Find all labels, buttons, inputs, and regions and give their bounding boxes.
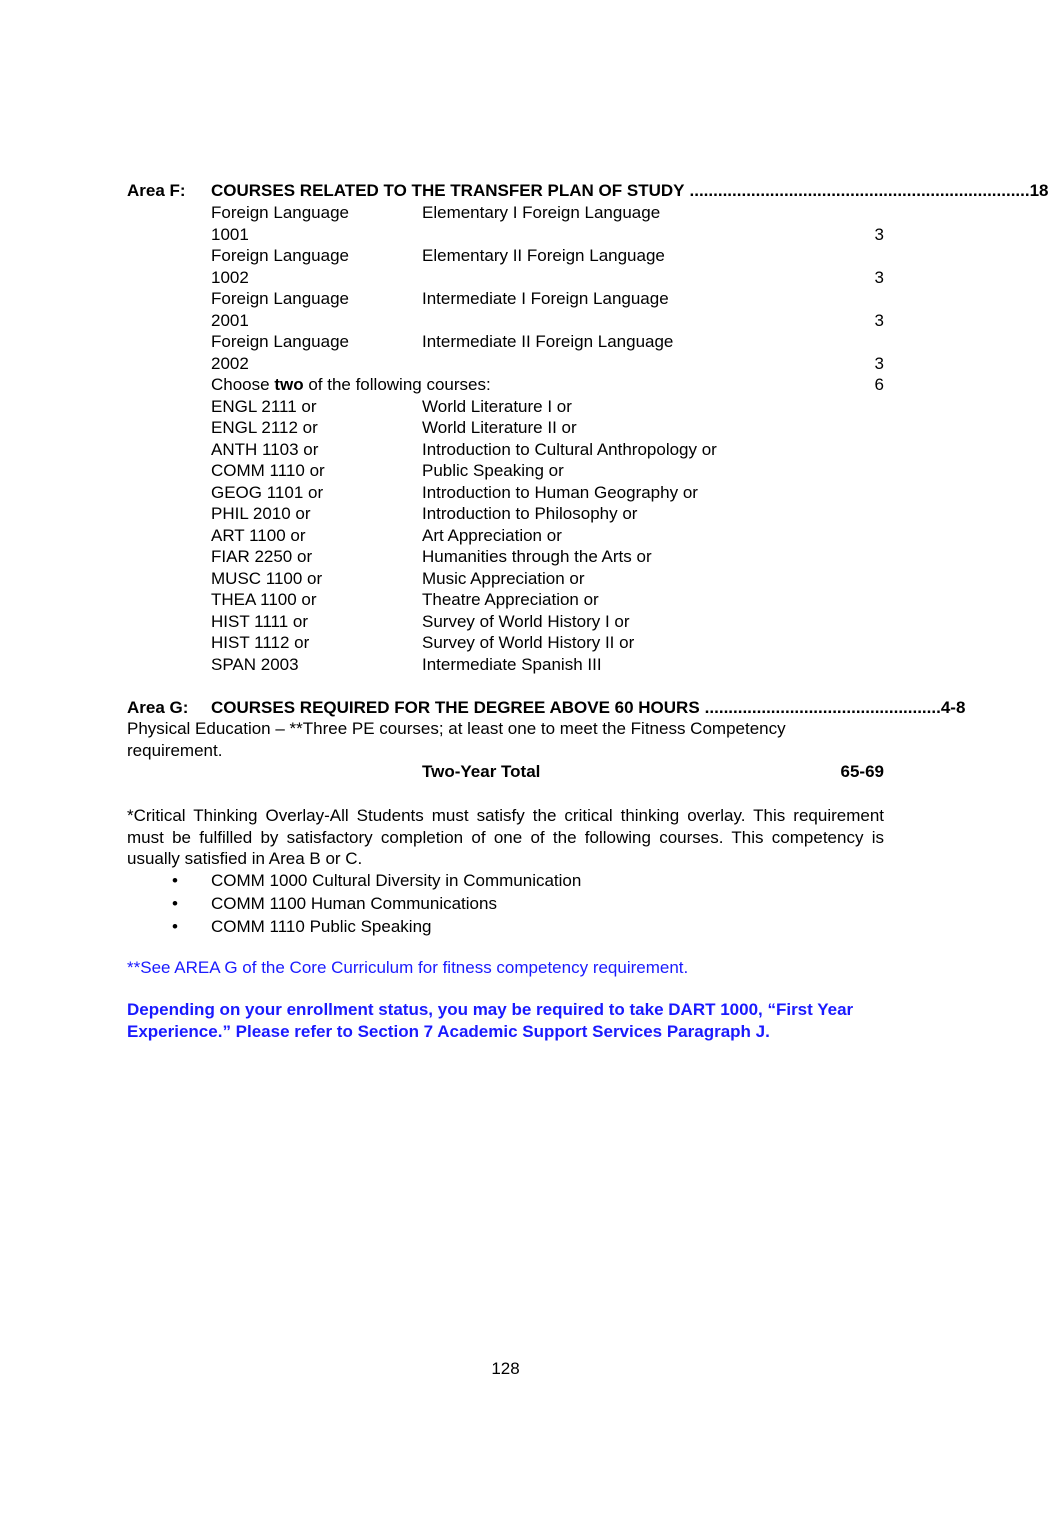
choice-code: MUSC 1100 or xyxy=(211,569,323,588)
bullet-text: COMM 1000 Cultural Diversity in Communication xyxy=(211,871,582,890)
bullet-item xyxy=(127,916,884,938)
area-g-title: COURSES REQUIRED FOR THE DEGREE ABOVE 60 HOURS xyxy=(211,698,700,717)
choice-title: Public Speaking or xyxy=(422,461,564,480)
course-row xyxy=(127,202,884,224)
choice-title: Humanities through the Arts or xyxy=(422,547,652,566)
choice-title: World Literature I or xyxy=(422,397,572,416)
course-code: Foreign Language xyxy=(211,246,350,265)
choice-code: HIST 1111 or xyxy=(211,612,309,631)
choice-code: ANTH 1103 or xyxy=(211,440,319,459)
pe-requirement: Physical Education – **Three PE courses; at least one to meet the Fitness Competency requirement. xyxy=(127,719,786,760)
bullet-item xyxy=(127,870,884,892)
bullet-text: COMM 1110 Public Speaking xyxy=(211,917,432,936)
course-hours: 3 xyxy=(874,268,884,287)
choice-row xyxy=(127,568,884,590)
choice-title: Introduction to Cultural Anthropology or xyxy=(422,440,717,459)
bullet-icon: • xyxy=(172,894,178,913)
choice-title: Intermediate Spanish III xyxy=(422,655,602,674)
choice-title: Introduction to Philosophy or xyxy=(422,504,638,523)
bullet-text: COMM 1100 Human Communications xyxy=(211,894,497,913)
choice-row xyxy=(127,525,884,547)
course-code: Foreign Language xyxy=(211,289,350,308)
fitness-note: **See AREA G of the Core Curriculum for fitness competency requirement. xyxy=(127,958,689,977)
area-f-leader: ........................................................................ xyxy=(689,181,1030,200)
course-title: Intermediate I Foreign Language xyxy=(422,289,669,308)
choice-row xyxy=(127,439,884,461)
choice-title: Theatre Appreciation or xyxy=(422,590,599,609)
choose-row xyxy=(127,374,884,396)
choice-title: World Literature II or xyxy=(422,418,577,437)
area-g-heading xyxy=(127,697,966,719)
choice-row xyxy=(127,632,884,654)
bullet-icon: • xyxy=(172,917,178,936)
course-title: Elementary I Foreign Language xyxy=(422,203,661,222)
choice-code: ENGL 2111 or xyxy=(211,397,317,416)
two-year-total-value: 65-69 xyxy=(840,762,884,781)
choice-code: COMM 1110 or xyxy=(211,461,325,480)
choice-row xyxy=(127,417,884,439)
course-number: 1001 xyxy=(211,225,249,244)
course-row-cont xyxy=(127,310,884,332)
choose-text xyxy=(211,374,491,396)
two-year-total-row xyxy=(127,761,884,783)
choice-code: HIST 1112 or xyxy=(211,633,310,652)
course-hours: 3 xyxy=(874,311,884,330)
area-g-hours: 4-8 xyxy=(940,698,966,717)
choice-code: ENGL 2112 or xyxy=(211,418,318,437)
course-number: 2001 xyxy=(211,311,249,330)
choice-row xyxy=(127,482,884,504)
area-g-label: Area G: xyxy=(127,698,189,717)
choice-title: Art Appreciation or xyxy=(422,526,562,545)
choice-title: Survey of World History I or xyxy=(422,612,630,631)
choice-code: FIAR 2250 or xyxy=(211,547,313,566)
course-number: 1002 xyxy=(211,268,249,287)
choose-hours: 6 xyxy=(874,375,884,394)
critical-thinking-paragraph: *Critical Thinking Overlay-All Students must satisfy the critical thinking overlay. This requirement must be fulfilled by satisfactory completion of one of the following courses. This competency is usually satisfied in Area B or C. xyxy=(127,806,884,868)
choose-post: of the following courses: xyxy=(303,375,491,394)
course-title: Intermediate II Foreign Language xyxy=(422,332,674,351)
area-g-leader: .................................................. xyxy=(704,698,941,717)
enrollment-note: Depending on your enrollment status, you may be required to take DART 1000, “First Year Experience.” Please refer to Section 7 Academic Support Services Paragraph J. xyxy=(127,1000,854,1041)
choice-row xyxy=(127,589,884,611)
course-row xyxy=(127,288,884,310)
course-code: Foreign Language xyxy=(211,203,350,222)
choice-title: Introduction to Human Geography or xyxy=(422,483,698,502)
area-f-hours: 18 xyxy=(1029,181,1049,200)
choice-code: ART 1100 or xyxy=(211,526,306,545)
course-code: Foreign Language xyxy=(211,332,350,351)
choice-row xyxy=(127,460,884,482)
bullet-icon: • xyxy=(172,871,178,890)
course-row-cont xyxy=(127,267,884,289)
choice-code: THEA 1100 or xyxy=(211,590,317,609)
choice-row xyxy=(127,611,884,633)
course-number: 2002 xyxy=(211,354,249,373)
area-f-heading xyxy=(127,180,1049,202)
choice-title: Survey of World History II or xyxy=(422,633,635,652)
area-g-title-row xyxy=(211,697,966,719)
page-number: 128 xyxy=(491,1359,520,1378)
course-row-cont xyxy=(127,224,884,246)
course-row-cont xyxy=(127,353,884,375)
area-f-title: COURSES RELATED TO THE TRANSFER PLAN OF STUDY xyxy=(211,181,685,200)
choice-code: PHIL 2010 or xyxy=(211,504,311,523)
area-f-label: Area F: xyxy=(127,181,186,200)
choose-bold: two xyxy=(274,375,304,394)
course-hours: 3 xyxy=(874,354,884,373)
choice-row xyxy=(127,503,884,525)
course-hours: 3 xyxy=(874,225,884,244)
choice-title: Music Appreciation or xyxy=(422,569,585,588)
choice-row xyxy=(127,654,884,676)
choice-row xyxy=(127,546,884,568)
two-year-total-label: Two-Year Total xyxy=(422,762,541,781)
choice-row xyxy=(127,396,884,418)
course-row xyxy=(127,245,884,267)
choose-pre: Choose xyxy=(211,375,275,394)
course-row xyxy=(127,331,884,353)
course-title: Elementary II Foreign Language xyxy=(422,246,665,265)
area-f-title-row xyxy=(211,180,1049,202)
bullet-item xyxy=(127,893,884,915)
choice-code: GEOG 1101 or xyxy=(211,483,324,502)
choice-code: SPAN 2003 xyxy=(211,655,299,674)
